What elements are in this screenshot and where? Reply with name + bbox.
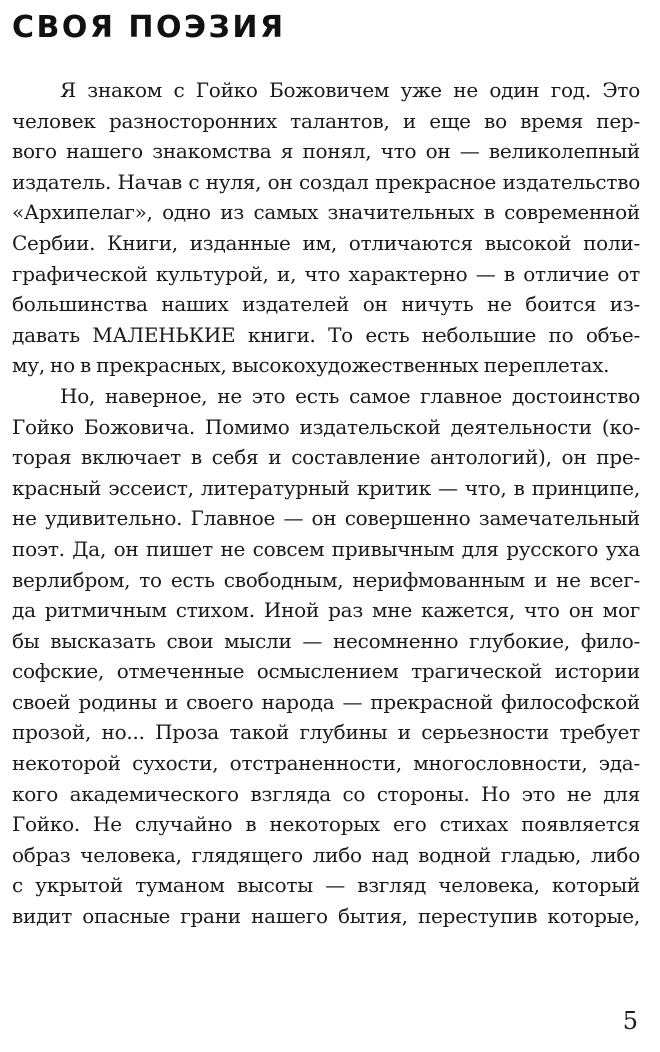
text-line: образ человека, глядящего либо над водной гладью, либо xyxy=(12,842,640,867)
text-line: вого нашего знакомства я понял, что он — великолепный xyxy=(12,139,640,164)
text-line: давать МАЛЕНЬКИЕ книги. То есть небольшие по объе- xyxy=(12,322,640,347)
text-line: софские, отмеченные осмыслением трагической истории xyxy=(12,659,640,684)
text-line: своей родины и своего народа — прекрасной философской xyxy=(12,689,640,714)
text-line: да ритмичным стихом. Иной раз мне кажется, что он мог xyxy=(12,598,640,623)
text-line: графической культурой, и, что характерно — в отличие от xyxy=(12,261,640,286)
text-line: не удивительно. Главное — он совершенно замечательный xyxy=(12,506,640,531)
text-line: Гойко. Не случайно в некоторых его стихах появляется xyxy=(12,812,640,837)
body-text xyxy=(12,75,640,932)
text-line: большинства наших издателей он ничуть не боится из- xyxy=(12,292,640,317)
text-line: Сербии. Книги, изданные им, отличаются высокой поли- xyxy=(12,230,640,255)
chapter-title: СВОЯ ПОЭЗИЯ xyxy=(12,10,286,45)
text-line: издатель. Начав с нуля, он создал прекрасное издательство xyxy=(12,169,640,194)
text-line: с укрытой туманом высоты — взгляд человека, который xyxy=(12,873,640,898)
text-line: Я знаком с Гойко Божовичем уже не один год. Это xyxy=(60,78,640,102)
text-line: некоторой сухости, отстраненности, многословности, эда- xyxy=(12,751,640,776)
page-number: 5 xyxy=(622,1007,638,1035)
text-line: человек разносторонних талантов, и еще во время пер- xyxy=(12,108,640,133)
text-line: видит опасные грани нашего бытия, переступив которые, xyxy=(12,904,640,929)
text-line: Гойко Божовича. Помимо издательской деятельности (ко- xyxy=(12,414,640,439)
text-line: кого академического взгляда со стороны. Но это не для xyxy=(12,781,640,806)
text-line: красный эссеист, литературный критик — что, в принципе, xyxy=(12,475,640,500)
text-line: Но, наверное, не это есть самое главное достоинство xyxy=(60,383,640,408)
text-line: прозой, но... Проза такой глубины и серьезности требует xyxy=(12,720,640,745)
text-line: «Архипелаг», одно из самых значительных в современной xyxy=(12,200,640,225)
text-line: поэт. Да, он пишет не совсем привычным для русского уха xyxy=(12,536,640,561)
text-line: верлибром, то есть свободным, нерифмованным и не всег- xyxy=(12,567,640,592)
text-line: бы высказать свои мысли — несомненно глубокие, фило- xyxy=(12,628,640,653)
text-line: торая включает в себя и составление антологий), он пре- xyxy=(12,445,640,470)
text-line: му, но в прекрасных, высокохудожественных переплетах. xyxy=(12,353,610,378)
